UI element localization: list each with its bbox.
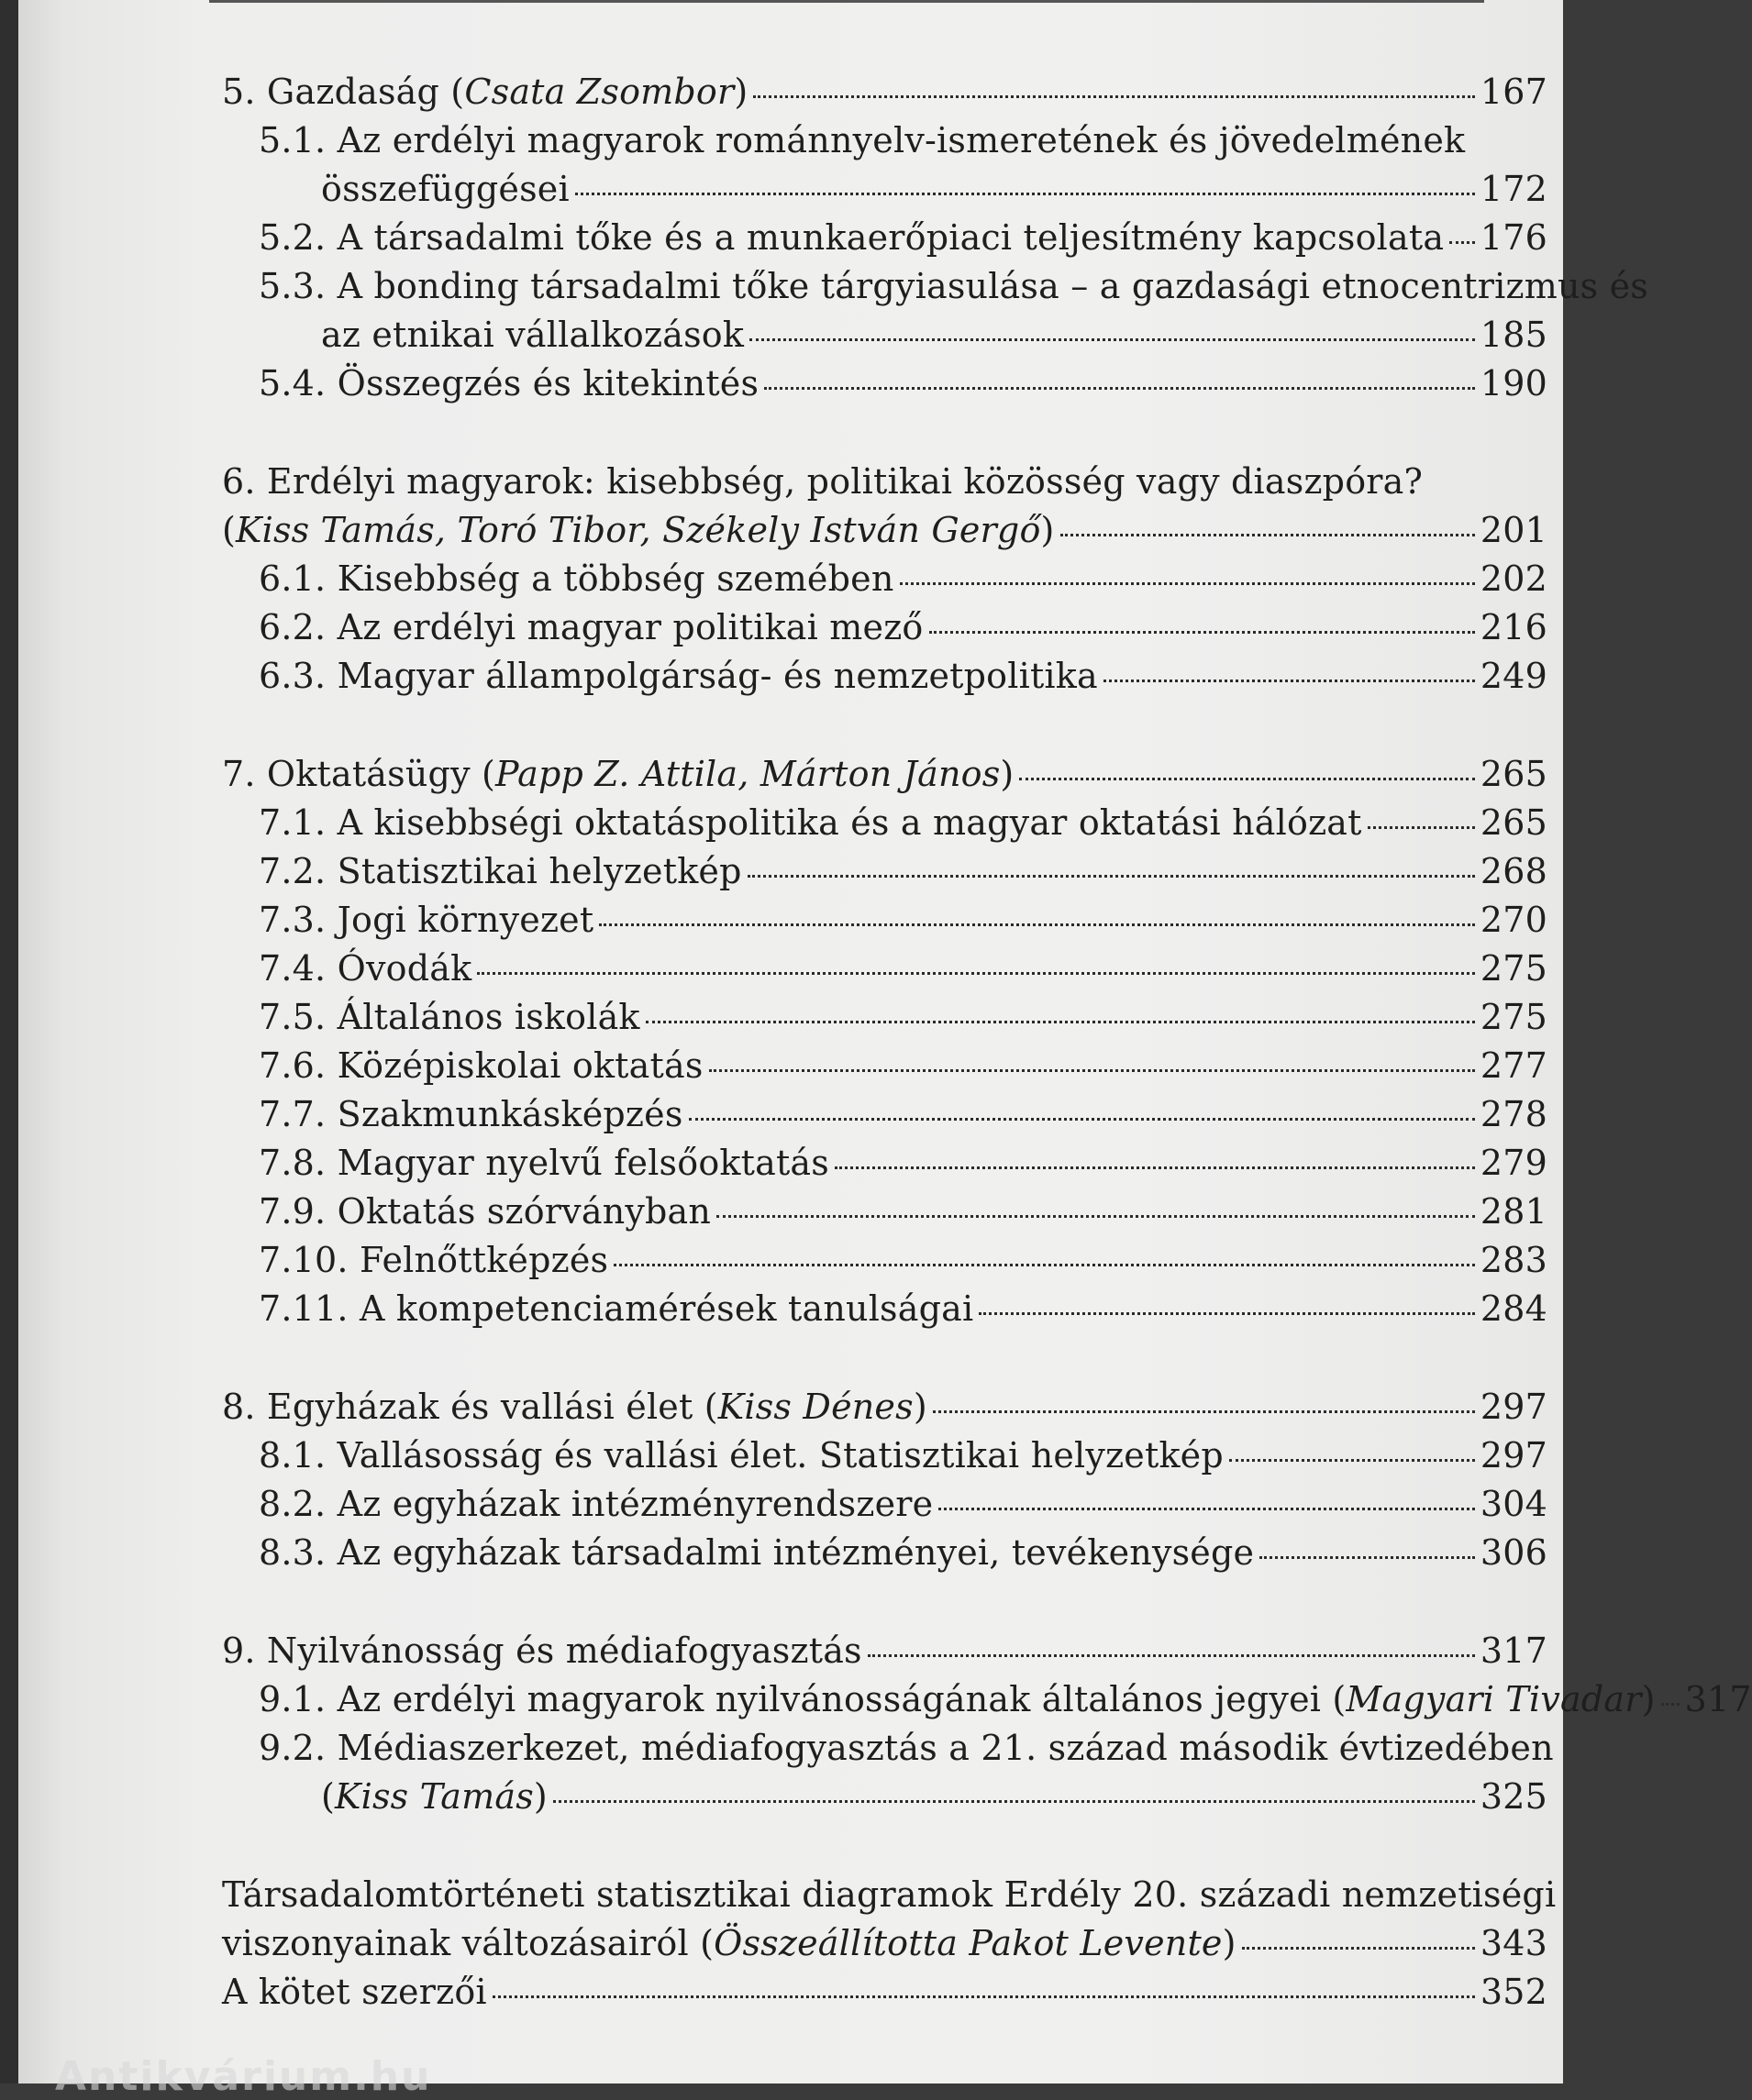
- page-number: 176: [1480, 217, 1547, 258]
- heading-author: Csata Zsombor: [464, 72, 735, 112]
- toc-entry: [222, 1139, 1547, 1188]
- toc-entry: [222, 214, 1547, 262]
- page-number: 190: [1480, 363, 1547, 403]
- dot-leader: [933, 1409, 1475, 1413]
- dot-leader: [938, 1507, 1475, 1510]
- dot-leader: [1661, 1702, 1680, 1706]
- item-title: 7.9. Oktatás szórványban: [259, 1191, 712, 1232]
- toc-entry: [222, 1383, 1547, 1431]
- entry-title: [259, 847, 742, 896]
- heading-author: Kiss Dénes: [717, 1387, 914, 1427]
- entry-text: 5.1. Az erdélyi magyarok románnyelv-ismeretének és jövedelmének: [259, 120, 1466, 160]
- entry-title: [259, 214, 1444, 262]
- dot-leader: [1060, 533, 1475, 536]
- entry-title: [259, 603, 924, 652]
- heading-title: (: [222, 510, 237, 550]
- item-title: 7.2. Statisztikai helyzetkép: [259, 851, 742, 891]
- toc-entry: [222, 1480, 1547, 1529]
- toc-entry-line: [222, 1724, 1554, 1773]
- page-number: 265: [1480, 754, 1547, 794]
- item-title: 5.2. A társadalmi tőke és a munkaerőpiaci teljesítmény kapcsolata: [259, 217, 1445, 258]
- entry-text: 9.2. Médiaszerkezet, médiafogyasztás a 21. század második évtizedében: [259, 1728, 1554, 1768]
- page-number: 343: [1480, 1923, 1547, 1963]
- heading-title: viszonyainak változásairól (: [222, 1923, 715, 1963]
- entry-title: [222, 750, 1014, 799]
- entry-title: [259, 945, 471, 993]
- toc-entry: [222, 993, 1547, 1042]
- heading-title: 5. Gazdaság (: [222, 72, 465, 112]
- entry-text: 5.3. A bonding társadalmi tőke tárgyiasulása – a gazdasági etnocentrizmus és: [259, 266, 1648, 306]
- item-title: 7.4. Óvodák: [259, 948, 472, 989]
- heading-title: 8. Egyházak és vallási élet (: [222, 1387, 718, 1427]
- dot-leader: [868, 1653, 1475, 1657]
- toc-entry: [222, 1090, 1547, 1139]
- dot-leader: [599, 923, 1475, 926]
- page-number: 352: [1480, 1972, 1547, 2012]
- dot-leader: [753, 94, 1474, 98]
- entry-title: [259, 1236, 608, 1285]
- dot-leader: [553, 1799, 1475, 1803]
- entry-title: [222, 1383, 927, 1431]
- page-number: 277: [1480, 1045, 1547, 1086]
- dot-leader: [1259, 1555, 1475, 1559]
- entry-title: [259, 1529, 1254, 1577]
- dot-leader: [764, 386, 1475, 390]
- item-author: Magyari Tivadar: [1346, 1679, 1642, 1719]
- page-number: 172: [1480, 169, 1547, 209]
- dot-leader: [709, 1068, 1475, 1072]
- item-title: 7.7. Szakmunkásképzés: [259, 1094, 683, 1134]
- item-title: 7.5. Általános iskolák: [259, 997, 640, 1037]
- extra-title: A kötet szerzői: [222, 1972, 487, 2012]
- page-number: 185: [1480, 315, 1547, 355]
- entry-title: [259, 652, 1098, 701]
- item-title: 7.8. Magyar nyelvű felsőoktatás: [259, 1143, 829, 1183]
- item-title: 8.1. Vallásosság és vallási élet. Statisztikai helyzetkép: [259, 1435, 1224, 1476]
- entry-title: [321, 311, 744, 359]
- dot-leader: [1368, 825, 1475, 829]
- section-spacer: [222, 1821, 1547, 1871]
- entry-title: [222, 1919, 1236, 1968]
- item-title: összefüggései: [321, 169, 570, 209]
- heading-author: Kiss Tamás, Toró Tibor, Székely István Gergő: [236, 510, 1041, 550]
- dot-leader: [493, 1995, 1475, 1998]
- page-number: 201: [1480, 510, 1547, 550]
- dot-leader: [1229, 1458, 1475, 1462]
- toc-entry: [222, 1627, 1547, 1675]
- table-of-contents: [222, 68, 1752, 2017]
- dot-leader: [575, 192, 1475, 195]
- page-number: 202: [1480, 558, 1547, 599]
- page-number: 275: [1480, 997, 1547, 1037]
- toc-entry: [222, 1431, 1547, 1480]
- toc-entry: [222, 847, 1547, 896]
- toc-entry: [222, 311, 1547, 359]
- dot-leader: [900, 581, 1475, 585]
- toc-entry: [222, 1042, 1547, 1090]
- page-number: 306: [1480, 1532, 1547, 1573]
- item-title: az etnikai vállalkozások: [321, 315, 745, 355]
- toc-entry: [222, 1529, 1547, 1577]
- page-number: 284: [1480, 1288, 1547, 1329]
- top-rule: [209, 0, 1484, 3]
- section-spacer: [222, 701, 1547, 750]
- page-number: 265: [1480, 802, 1547, 843]
- toc-entry-line: [222, 116, 1547, 165]
- section-spacer: [222, 1577, 1547, 1627]
- entry-title: [222, 68, 748, 116]
- dot-leader: [646, 1020, 1475, 1023]
- toc-entry: [222, 359, 1547, 408]
- entry-title: [259, 1139, 829, 1188]
- item-title: 7.3. Jogi környezet: [259, 900, 594, 940]
- toc-entry-line: [222, 262, 1648, 311]
- entry-title: [259, 799, 1362, 847]
- item-title: 9.1. Az erdélyi magyarok nyilvánosságának általános jegyei (: [259, 1679, 1347, 1719]
- entry-title: [259, 1090, 683, 1139]
- item-title: 7.10. Felnőttképzés: [259, 1240, 609, 1280]
- item-title: 6.2. Az erdélyi magyar politikai mező: [259, 607, 924, 647]
- entry-title: [222, 1968, 487, 2017]
- page-number: 275: [1480, 948, 1547, 989]
- dot-leader: [689, 1117, 1475, 1121]
- dot-leader: [614, 1263, 1475, 1266]
- toc-entry: [222, 506, 1547, 555]
- toc-entry: [222, 1675, 1752, 1724]
- item-title: 7.6. Középiskolai oktatás: [259, 1045, 704, 1086]
- page-number: 249: [1480, 656, 1547, 696]
- heading-closing: ): [1040, 510, 1055, 550]
- dot-leader: [929, 630, 1475, 634]
- heading-author: Összeállította Pakot Levente: [714, 1923, 1223, 1963]
- entry-text: Társadalomtörténeti statisztikai diagramok Erdély 20. századi nemzetiségi: [222, 1874, 1557, 1915]
- page-number: 278: [1480, 1094, 1547, 1134]
- toc-entry: [222, 799, 1547, 847]
- entry-title: [259, 1431, 1224, 1480]
- dot-leader: [749, 337, 1475, 341]
- heading-closing: ): [913, 1387, 927, 1427]
- toc-entry-line: [222, 458, 1547, 506]
- item-title: (: [321, 1776, 336, 1817]
- section-spacer: [222, 408, 1547, 458]
- page-number: 167: [1480, 72, 1547, 112]
- page-number: 317: [1480, 1630, 1547, 1671]
- entry-title: [259, 1480, 933, 1529]
- page-number: 270: [1480, 900, 1547, 940]
- entry-title: [321, 1773, 548, 1821]
- page-number: 279: [1480, 1143, 1547, 1183]
- toc-entry: [222, 555, 1547, 603]
- dot-leader: [979, 1311, 1475, 1315]
- heading-closing: ): [1000, 754, 1015, 794]
- toc-entry: [222, 1236, 1547, 1285]
- page-number: 325: [1480, 1776, 1547, 1817]
- page-number: 281: [1480, 1191, 1547, 1232]
- entry-title: [259, 993, 640, 1042]
- entry-title: [259, 1675, 1656, 1724]
- page-number: 304: [1480, 1484, 1547, 1524]
- toc-entry: [222, 945, 1547, 993]
- page-number: 317: [1684, 1679, 1752, 1719]
- entry-title: [259, 555, 894, 603]
- toc-entry: [222, 1188, 1547, 1236]
- item-title: 7.1. A kisebbségi oktatáspolitika és a magyar oktatási hálózat: [259, 802, 1362, 843]
- heading-title: 9. Nyilvánosság és médiafogyasztás: [222, 1630, 862, 1671]
- dot-leader: [1242, 1946, 1475, 1950]
- dot-leader: [1449, 240, 1475, 244]
- entry-title: [321, 165, 570, 214]
- page-number: 297: [1480, 1435, 1547, 1476]
- page-number: 268: [1480, 851, 1547, 891]
- toc-entry: [222, 1773, 1547, 1821]
- toc-entry: [222, 165, 1547, 214]
- toc-entry: [222, 1285, 1547, 1333]
- item-closing: ): [533, 1776, 548, 1817]
- toc-entry: [222, 68, 1547, 116]
- dot-leader: [477, 971, 1475, 975]
- item-title: 5.4. Összegzés és kitekintés: [259, 363, 760, 403]
- dot-leader: [716, 1214, 1475, 1218]
- entry-title: [259, 359, 759, 408]
- toc-page: [18, 0, 1752, 2100]
- entry-title: [259, 896, 593, 945]
- watermark: Antikvárium.hu: [55, 2053, 432, 2100]
- dot-leader: [748, 874, 1475, 878]
- heading-closing: ): [734, 72, 748, 112]
- toc-entry: [222, 750, 1547, 799]
- toc-entry: [222, 603, 1547, 652]
- item-title: 6.1. Kisebbség a többség szemében: [259, 558, 894, 599]
- dot-leader: [835, 1166, 1475, 1169]
- heading-closing: ): [1222, 1923, 1236, 1963]
- item-title: 6.3. Magyar állampolgárság- és nemzetpolitika: [259, 656, 1098, 696]
- section-spacer: [222, 1333, 1547, 1383]
- entry-title: [222, 1627, 862, 1675]
- page-number: 216: [1480, 607, 1547, 647]
- dot-leader: [1103, 679, 1475, 682]
- toc-entry: [222, 652, 1547, 701]
- entry-title: [259, 1285, 973, 1333]
- heading-title: 7. Oktatásügy (: [222, 754, 496, 794]
- page-number: 283: [1480, 1240, 1547, 1280]
- entry-title: [259, 1042, 704, 1090]
- item-title: 7.11. A kompetenciamérések tanulságai: [259, 1288, 974, 1329]
- entry-text: 6. Erdélyi magyarok: kisebbség, politikai közösség vagy diaszpóra?: [222, 461, 1424, 502]
- dot-leader: [1019, 777, 1474, 780]
- heading-author: Papp Z. Attila, Márton János: [495, 754, 1001, 794]
- toc-entry-line: [222, 1871, 1557, 1919]
- page-number: 297: [1480, 1387, 1547, 1427]
- item-closing: ): [1641, 1679, 1656, 1719]
- item-title: 8.2. Az egyházak intézményrendszere: [259, 1484, 934, 1524]
- toc-entry: [222, 1919, 1547, 1968]
- item-author: Kiss Tamás: [335, 1776, 534, 1817]
- entry-title: [222, 506, 1055, 555]
- entry-title: [259, 1188, 711, 1236]
- item-title: 8.3. Az egyházak társadalmi intézményei, tevékenysége: [259, 1532, 1255, 1573]
- toc-entry: [222, 896, 1547, 945]
- toc-entry: [222, 1968, 1547, 2017]
- book-spine-shadow: [0, 0, 18, 2083]
